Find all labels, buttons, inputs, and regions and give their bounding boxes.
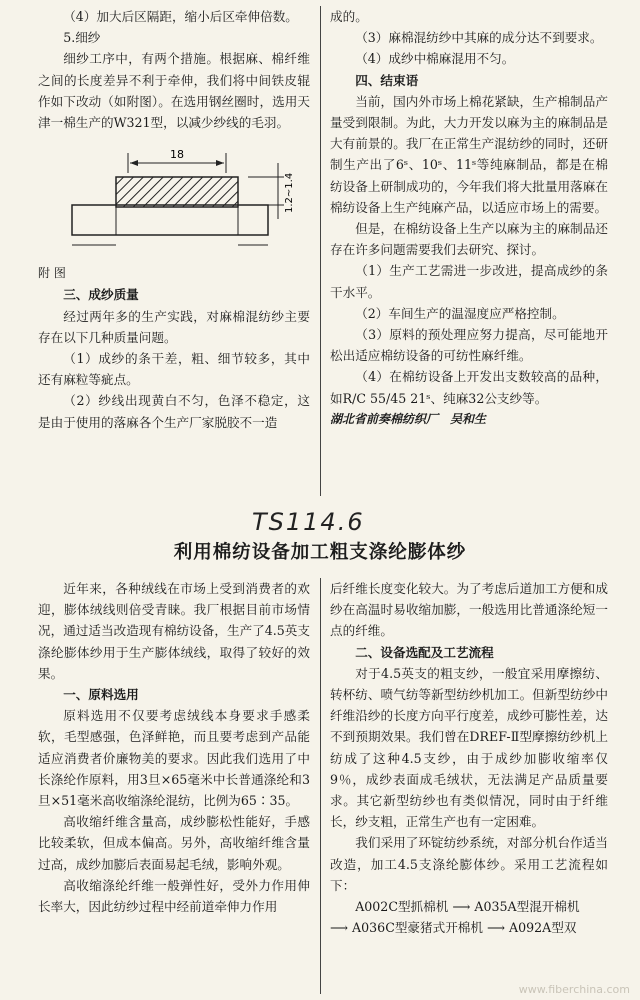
list-item: （4）成纱中棉麻混用不匀。 [355, 51, 515, 67]
dimension-label-side: 1.2~1.4 [284, 173, 295, 214]
process-flow-line: ⟶ A036C型豪猪式开棉机 ⟶ A092A型双 [330, 920, 577, 936]
list-item: （3）麻棉混纺纱中其麻的成分达不到要求。 [355, 30, 603, 46]
paragraph: 后纤维长度变化较大。为了考虑后道加工方便和成纱在高温时易收缩加膨，一般选用比普通涤纶短一点的纤维。 [330, 581, 608, 639]
paragraph: 成的。 [330, 9, 368, 24]
paragraph: 当前，国内外市场上棉花紧缺，生产棉制品产量受到限制。为此，大力开发以麻为主的麻制品是大有前景的。我厂在正常生产混纺纱的同时，还研制生产出了6ˢ、10ˢ、11ˢ等纯麻制品，都是在棉纺设备上研制成功的，今年我们将大批量用落麻在棉纺设备上生产纯麻产品，以适应市场上的需要。 [330, 93, 608, 215]
paragraph: 高收缩涤纶纤维一般弹性好，受外力作用伸长率大，因此纺纱过程中经前道牵伸力作用 [38, 877, 310, 915]
paragraph: 高收缩纤维含量高，成纱膨松性能好，手感比较柔软，但成本偏高。另外，高收缩纤维含量过高，成纱加膨后表面易起毛绒，影响外观。 [38, 814, 310, 872]
subsection-heading: 5.细纱 [63, 30, 101, 46]
paragraph: 我们采用了环锭纺纱系统，对部分机台作适当改造，加工4.5支涤纶膨体纱。采用工艺流程如下： [330, 835, 608, 893]
section-heading: 一、原料选用 [63, 687, 139, 703]
paragraph: 原料选用不仅要考虑绒线本身要求手感柔软，毛型感强，色泽鲜艳，而且要考虑到产品能适应消费者价廉物美的要求。因此我们选用了中长涤纶作原料，用3旦×65毫米中长普通涤纶和3旦×51毫米高收缩涤纶混纺，比例为65∶35。 [38, 708, 310, 809]
handwritten-classification-code: TS114.6 [252, 508, 365, 536]
figure-caption: 附 图 [38, 266, 66, 281]
paragraph: 近年来，各种绒线在市场上受到消费者的欢迎，膨体绒线则倍受青睐。我厂根据目前市场情况，通过适当改造现有棉纺设备，生产了4.5英支涤纶膨体纱用于生产膨体绒线，取得了较好的效果。 [38, 581, 310, 681]
roller-diagram [52, 139, 302, 263]
process-flow-line: A002C型抓棉机 ⟶ A035A型混开棉机 [355, 899, 580, 915]
paragraph: 对于4.5英支的粗支纱，一般宜采用摩擦纺、转杯纺、喷气纺等新型纺纱机加工。但新型纺纱中纤维沿纱的长度方向平行度差，成纱可膨性差，达不到预期效果。我们曾在DREF-Ⅱ型摩擦纺纱机上纺成了这种4.5支纱，由于成纱加膨收缩率仅9％，成纱表面成毛绒状，无法满足产品质量要求。其它新型纺纱也有类似情况，同时由于纤维长，纱支粗，正常生产也有一定困难。 [330, 665, 608, 830]
list-item: （2）纱线出现黄白不匀，色泽不稳定，这是由于使用的落麻各个生产厂家脱胶不一造 [38, 393, 310, 430]
section-heading: 三、成纱质量 [63, 287, 139, 303]
lower-left-column [38, 578, 310, 917]
column-divider [320, 578, 321, 994]
upper-left-column [38, 6, 310, 433]
list-item: （1）成纱的条干差，粗、细节较多，其中还有麻粒等疵点。 [38, 351, 310, 388]
lower-right-column [330, 578, 608, 938]
paragraph: （4）加大后区隔距，缩小后区牵伸倍数。 [63, 9, 298, 24]
article-title: 利用棉纺设备加工粗支涤纶膨体纱 [173, 542, 467, 563]
paragraph: 但是，在棉纺设备上生产以麻为主的麻制品还存在许多问题需要我们去研究、探讨。 [330, 221, 608, 258]
paragraph: 细纱工序中，有两个措施。根据麻、棉纤维之间的长度差异不利于牵伸，我们将中间铁皮辊作如下改动（如附图）。在选用钢丝圈时，选用天津一棉生产的W321型，以减少纱线的毛羽。 [38, 51, 310, 131]
column-divider [320, 6, 321, 496]
list-item: （4）在棉纺设备上开发出支数较高的品种，如R/C 55/45 21ˢ、纯麻32公支纱等。 [330, 369, 608, 406]
section-heading: 二、设备选配及工艺流程 [355, 644, 494, 660]
watermark: www.fiberchina.com [518, 983, 630, 996]
section-heading: 四、结束语 [355, 72, 419, 88]
author-signature: 湖北省前奏棉纺织厂 吴和生 [330, 411, 487, 426]
upper-right-column [330, 6, 608, 430]
dimension-label-top: 18 [170, 148, 184, 162]
list-item: （3）原料的预处理应努力提高，尽可能地开松出适应棉纺设备的可纺性麻纤维。 [330, 327, 608, 364]
list-item: （2）车间生产的温湿度应严格控制。 [355, 305, 565, 321]
paragraph: 经过两年多的生产实践，对麻棉混纺纱主要存在以下几种质量问题。 [38, 308, 310, 345]
list-item: （1）生产工艺需进一步改进，提高成纱的条干水平。 [330, 263, 608, 300]
